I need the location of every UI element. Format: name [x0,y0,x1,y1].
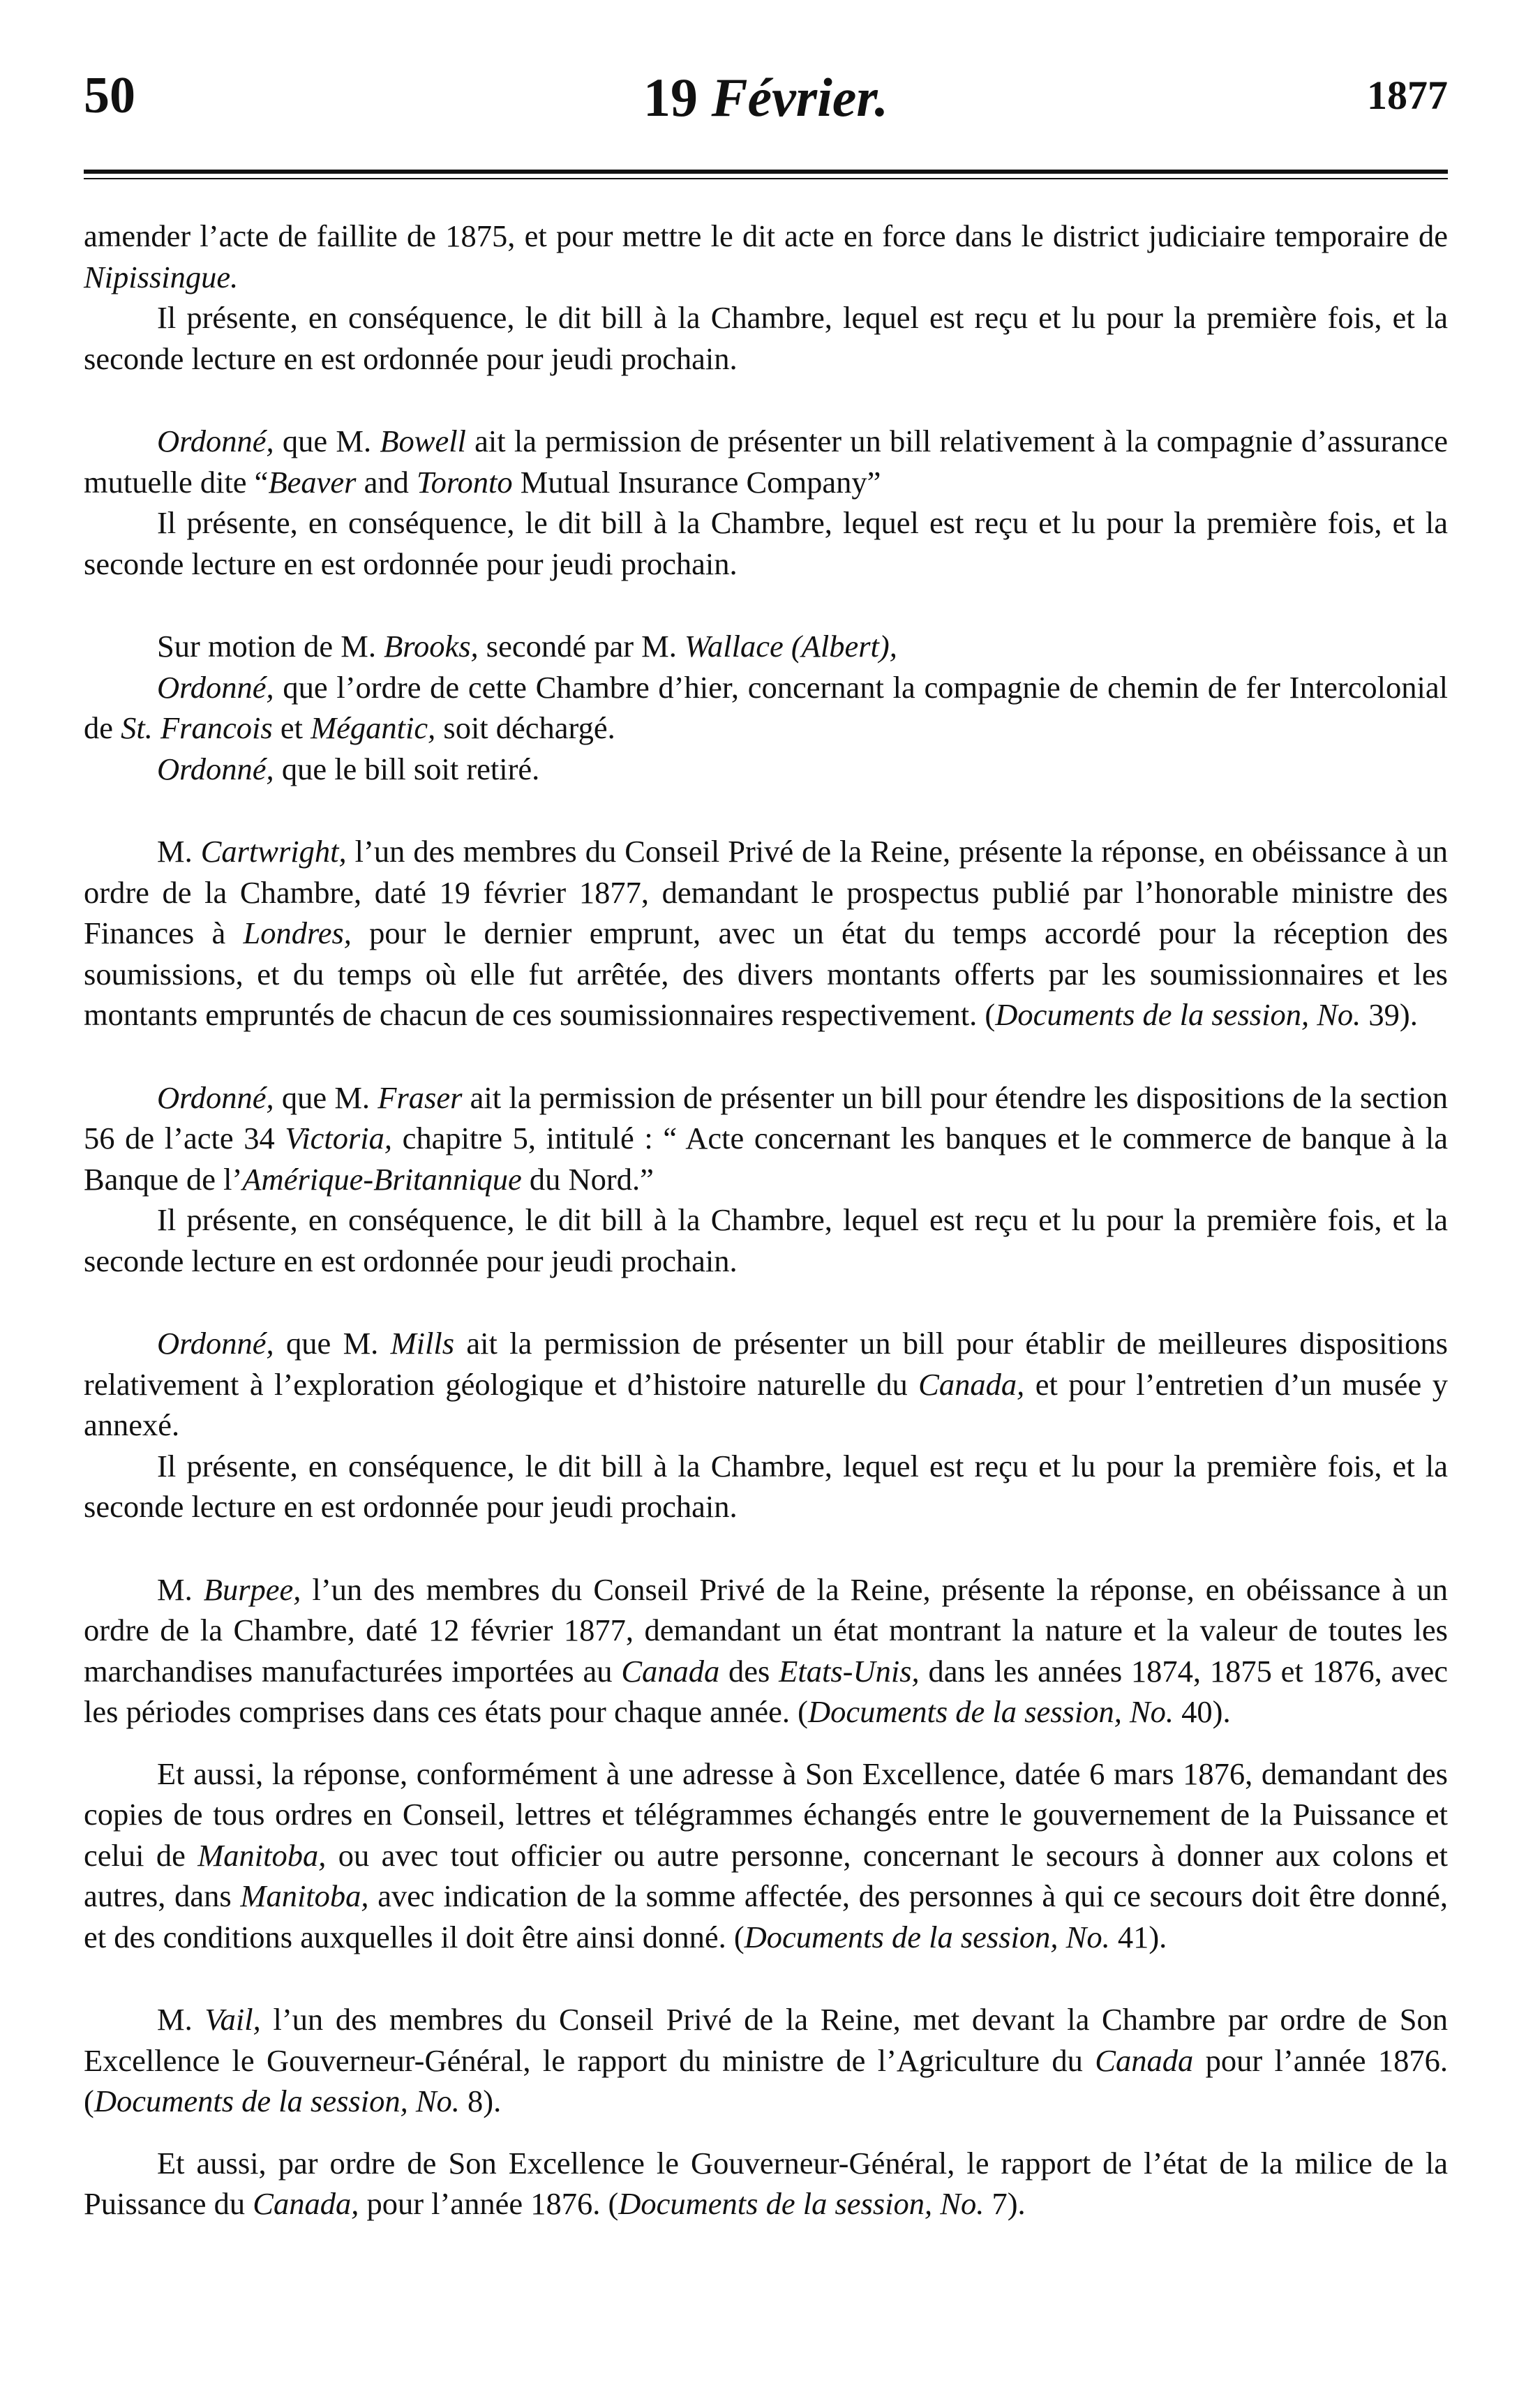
italic-run: Documents de la session, No. [618,2186,985,2221]
italic-run: Amérique-Britannique [242,1161,522,1197]
text-run: M. [157,1571,204,1607]
italic-run: Vail, [204,2002,261,2037]
text-run: Et aussi, la réponse, conformément à une adresse à Son Excellence, datée 6 mars 1876, demandant des copies de tous ordres en Conseil, lettres et télégrammes échangés entre le gouvernement de la Puissance et celui de [84,1756,1448,1873]
page-number: 50 [84,67,135,124]
paragraph [84,421,1448,502]
italic-run: Documents de la session, No. [93,2084,460,2118]
paragraph [84,1199,1448,1281]
italic-run: Londres, [243,915,352,950]
text-run: que M. [274,424,380,458]
italic-run: Burpee, [203,1571,301,1607]
paragraph [84,1323,1448,1446]
italic-run: Ordonné, [157,1079,274,1115]
italic-run: Etats-Unis, [779,1653,920,1689]
text-run: 41). [1109,1919,1167,1954]
paragraph [84,216,1448,297]
text-run: pour l’année 1876. ( [84,2042,1448,2118]
paragraph-spacer [84,1527,1448,1569]
paragraph [84,1446,1448,1527]
paragraph-spacer [84,789,1448,831]
paragraph [84,749,1448,790]
paragraph-spacer [84,584,1448,626]
text-run: du Nord.” [521,1161,654,1197]
italic-run: Ordonné, [157,1326,274,1361]
paragraph-spacer [84,2122,1448,2143]
paragraph-spacer [84,1957,1448,1999]
header-rule [84,170,1448,174]
paragraph [84,502,1448,584]
paragraph [84,2143,1448,2224]
text-run: et pour l’entretien d’un musée y annexé. [84,1366,1448,1442]
text-run: Il présente, en conséquence, le dit bill à la Chambre, lequel est reçu et lu pour la première fois, et la seconde lecture en est ordonnée pour jeudi prochain. [84,1448,1448,1524]
page-header [84,66,1448,143]
text-run: Il présente, en conséquence, le dit bill à la Chambre, lequel est reçu et lu pour la première fois, et la seconde lecture en est ordonnée pour jeudi prochain. [84,505,1448,581]
italic-run: Beaver [268,464,357,500]
text-run: chapitre 5, intitulé : “ Acte concernant les banques et le commerce de banque à la Banque de l’ [84,1121,1448,1197]
text-run: et [272,710,311,745]
text-run: ait la permission de présenter un bill pour établir de meilleures dispositions relativement à l’exploration géologique et d’histoire naturelle du [84,1326,1448,1402]
italic-run: Bowell [380,424,466,458]
italic-run: Manitoba, [240,1878,369,1913]
text-run: and [356,464,417,500]
text-run: amender l’acte de faillite de 1875, et pour mettre le dit acte en force dans le district judiciaire temporaire de [84,218,1448,253]
text-run: ait la permission de présenter un bill relativement à la compagnie d’assurance mutuelle dite “ [84,424,1448,500]
paragraph-spacer [84,1035,1448,1077]
italic-run: Mégantic, [311,710,436,745]
text-run: 39). [1361,997,1418,1032]
paragraph [84,1999,1448,2122]
text-run: M. [157,2002,205,2037]
paragraph [84,667,1448,749]
text-run: 7). [984,2186,1026,2221]
header-date [84,66,1448,129]
header-month: Février. [711,67,888,128]
text-run: l’un des membres du Conseil Privé de la Reine, présente la réponse, en obéissance à un ordre de la Chambre, daté 12 février 1877, demandant un état montrant la nature et la valeur de toutes les marchandises manufacturées importées au [84,1571,1448,1689]
italic-run: Brooks, [384,629,479,664]
italic-run: Canada, [918,1366,1025,1402]
italic-run: Fraser [377,1079,463,1115]
italic-run: Ordonné, [157,669,274,705]
paragraph [84,1077,1448,1200]
text-run: que l’ordre de cette Chambre d’hier, concernant la compagnie de chemin de fer Intercolonial de [84,669,1448,745]
italic-run: Nipissingue. [84,259,239,294]
header-rule-thin [84,178,1448,179]
italic-run: Mills [390,1326,455,1361]
paragraph-spacer [84,1281,1448,1323]
text-run: que M. [274,1326,391,1361]
text-run: Sur motion de M. [157,629,384,664]
document-body [84,216,1448,2224]
text-run: soit déchargé. [435,710,615,745]
header-day: 19 [643,67,698,128]
paragraph [84,626,1448,667]
text-run: que le bill soit retiré. [274,751,540,786]
text-run: Et aussi, par ordre de Son Excellence le Gouverneur-Général, le rapport de l’état de la milice de la Puissance du [84,2145,1448,2221]
header-year: 1877 [1367,73,1448,118]
text-run: ait la permission de présenter un bill pour étendre les dispositions de la section 56 de l’acte 34 [84,1079,1448,1156]
text-run: secondé par M. [478,629,685,664]
text-run: 40). [1174,1694,1231,1729]
text-run: pour l’année 1876. ( [359,2186,619,2221]
text-run: avec indication de la somme affectée, des personnes à qui ce secours doit être donné, et des conditions auxquelles il doit être ainsi donné. ( [84,1878,1449,1954]
italic-run: Toronto [416,464,513,500]
paragraph [84,297,1448,379]
italic-run: Ordonné, [157,424,274,458]
text-run: 8). [459,2084,502,2118]
paragraph-spacer [84,1733,1448,1753]
italic-run: Cartwright, [200,834,347,869]
text-run: Mutual Insurance Company” [512,464,881,500]
text-run: l’un des membres du Conseil Privé de la Reine, met devant la Chambre par ordre de Son Excellence le Gouverneur-Général, le rapport du ministre de l’Agriculture du [84,2002,1448,2078]
italic-run: Documents de la session, No. [807,1694,1174,1729]
document-page [84,66,1448,2224]
italic-run: Victoria, [285,1121,393,1156]
paragraph [84,831,1448,1035]
italic-run: Documents de la session, No. [995,997,1361,1032]
text-run: dans les années 1874, 1875 et 1876, avec les périodes comprises dans ces états pour chaque année. ( [84,1653,1448,1729]
italic-run: Manitoba, [197,1837,327,1873]
text-run: l’un des membres du Conseil Privé de la Reine, présente la réponse, en obéissance à un ordre de la Chambre, daté 19 février 1877, demandant le prospectus publié par l’honorable ministre des Finances à [84,834,1448,950]
italic-run: Documents de la session, No. [744,1919,1110,1954]
italic-run: Ordonné, [157,751,274,786]
italic-run: Canada, [253,2186,359,2221]
text-run: M. [157,834,201,869]
italic-run: Canada [1095,2042,1194,2078]
italic-run: St. Francois [121,710,273,745]
paragraph-spacer [84,379,1448,421]
italic-run: Wallace (Albert), [685,629,897,664]
italic-run: Canada [621,1653,720,1689]
text-run: pour le dernier emprunt, avec un état du temps accordé pour la réception des soumissions, et du temps où elle fut arrêtée, des divers montants offerts par les soumissionnaires et les montants empruntés de chacun de ces soumissionnaires respectivement. ( [84,915,1449,1032]
paragraph [84,1569,1448,1733]
text-run: que M. [274,1079,378,1115]
text-run: ou avec tout officier ou autre personne, concernant le secours à donner aux colons et autres, dans [84,1837,1448,1913]
text-run: Il présente, en conséquence, le dit bill à la Chambre, lequel est reçu et lu pour la première fois, et la seconde lecture en est ordonnée pour jeudi prochain. [84,300,1448,376]
text-run: Il présente, en conséquence, le dit bill à la Chambre, lequel est reçu et lu pour la première fois, et la seconde lecture en est ordonnée pour jeudi prochain. [84,1202,1448,1278]
paragraph [84,1753,1448,1958]
text-run: des [719,1653,779,1689]
